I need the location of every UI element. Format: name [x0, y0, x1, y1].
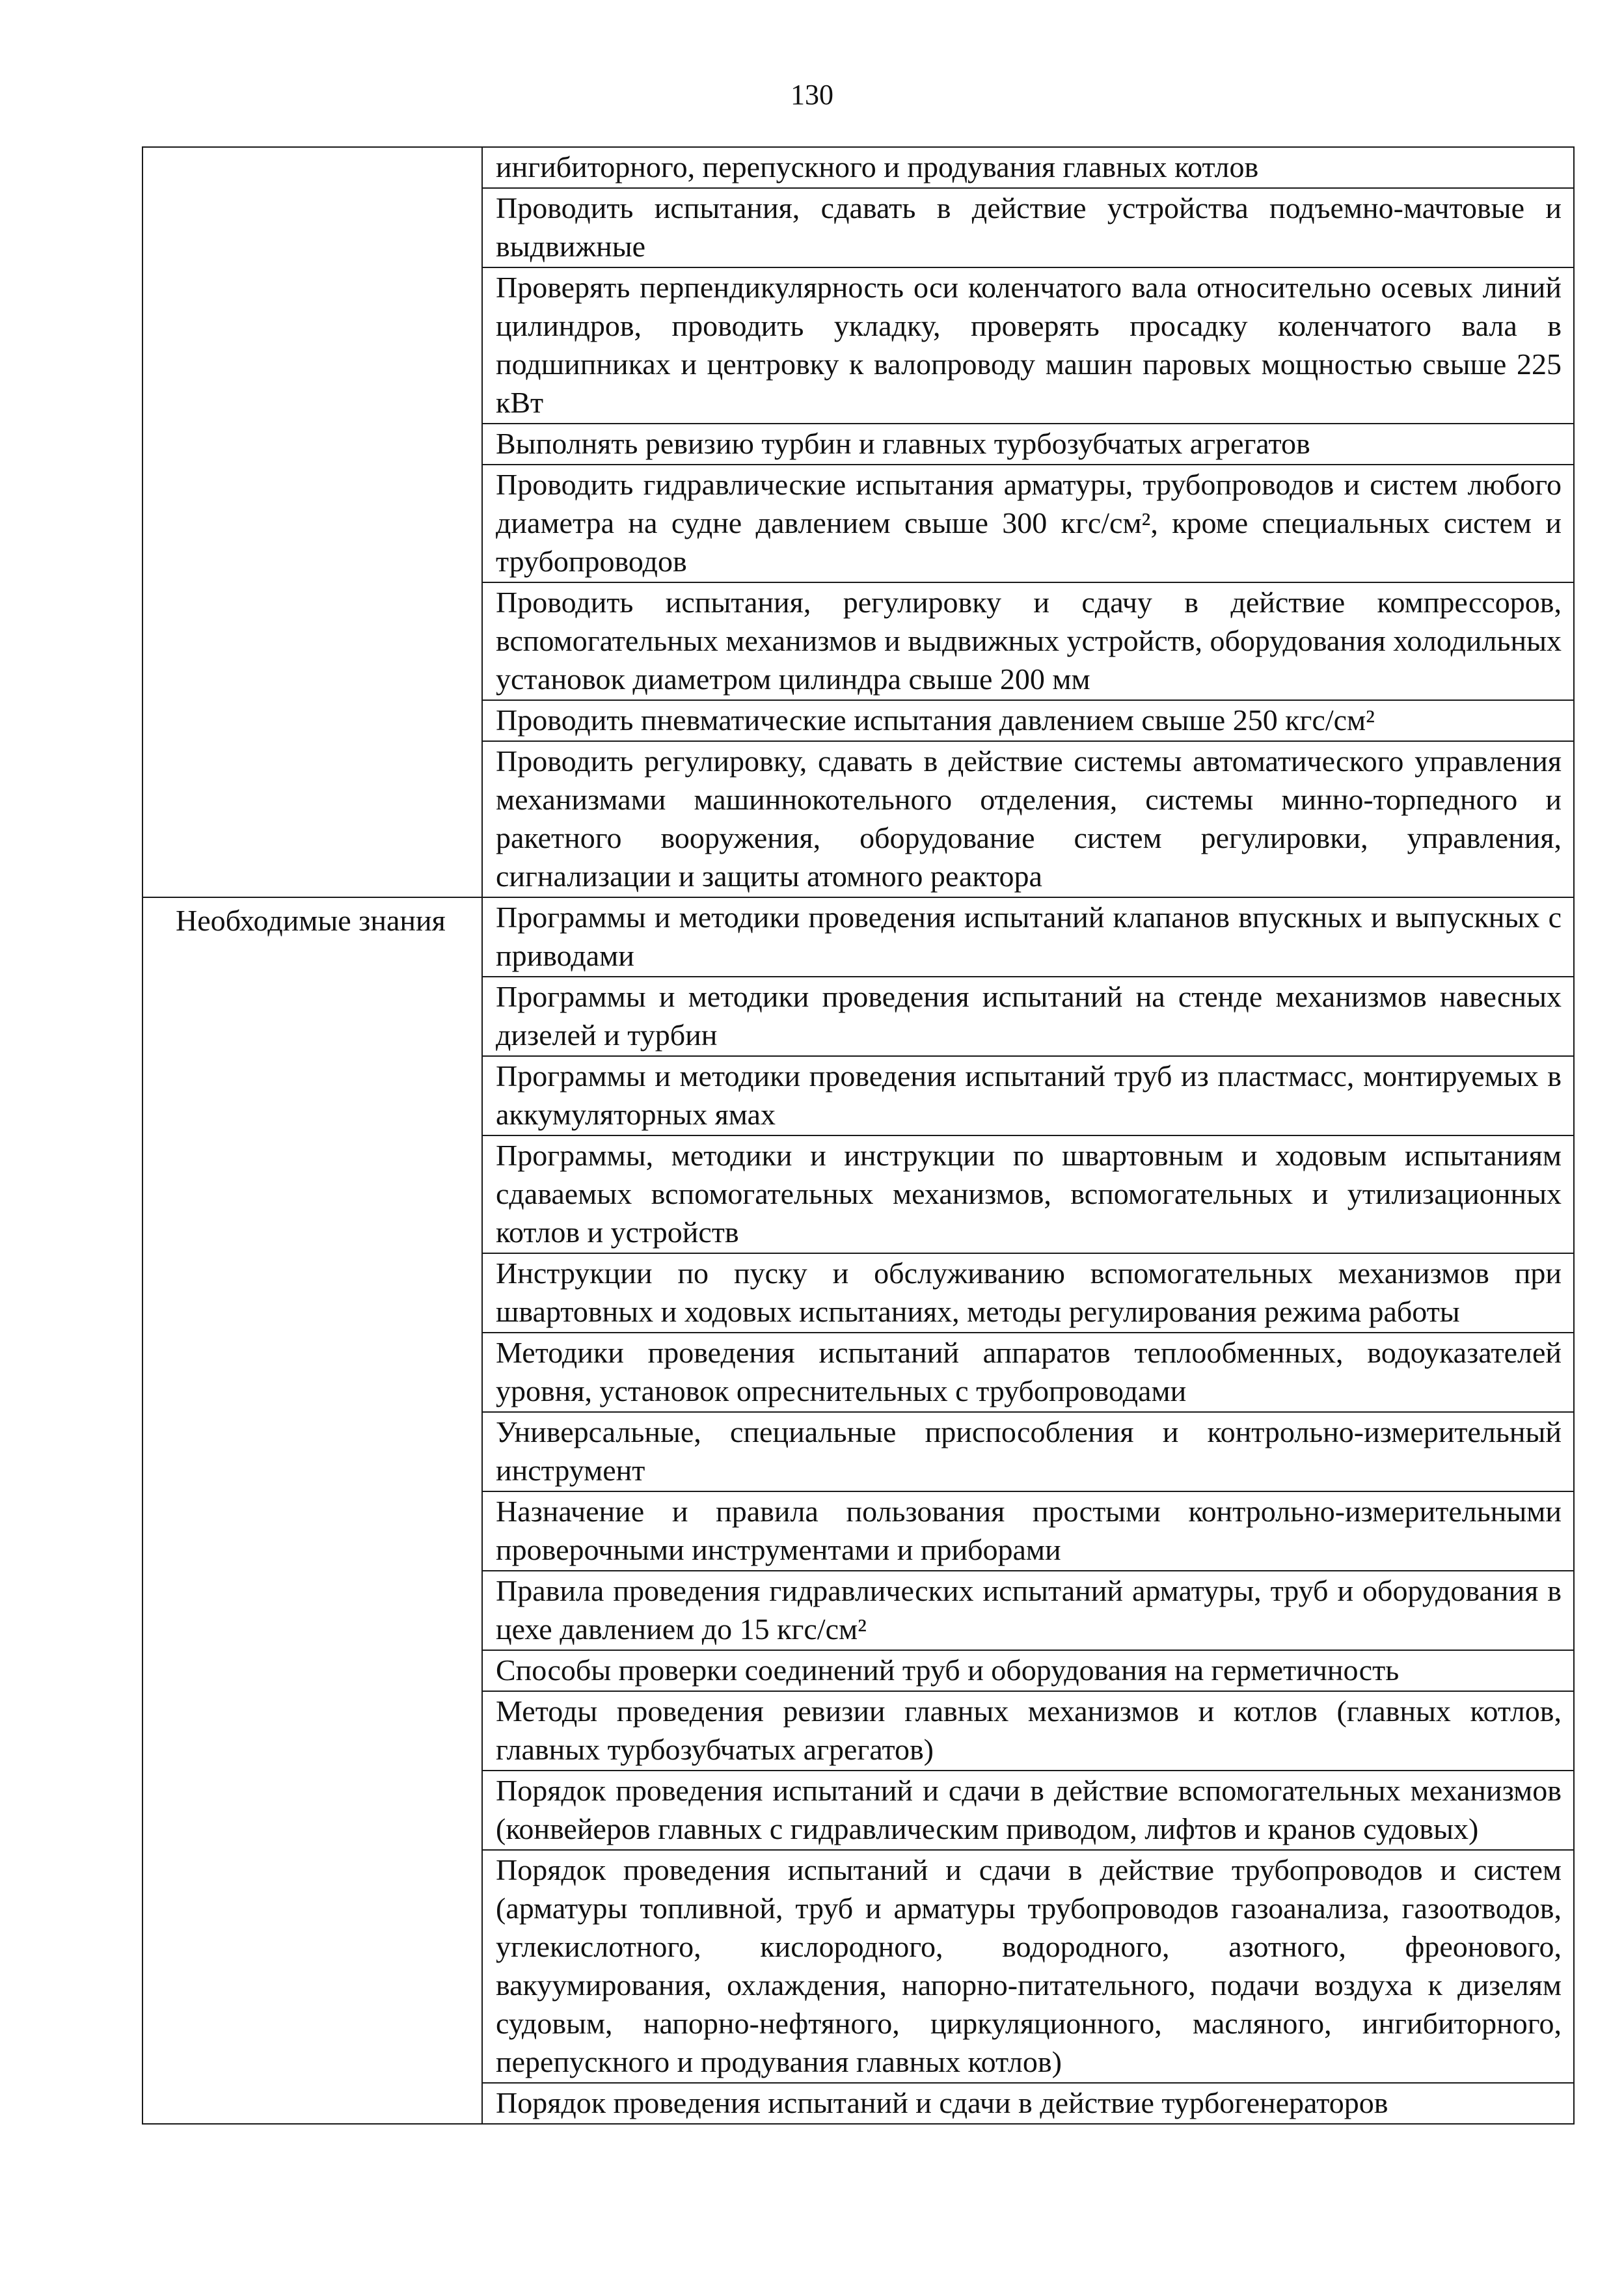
- section-label-knowledge: Необходимые знания: [142, 897, 482, 2124]
- knowledge-item: Методики проведения испытаний аппаратов теплообменных, водоуказателей уровня, установок опреснительных с трубопроводами: [482, 1333, 1574, 1412]
- knowledge-item: Назначение и правила пользования простыми контрольно-измерительными проверочными инструментами и приборами: [482, 1491, 1574, 1571]
- knowledge-item: Программы, методики и инструкции по швартовным и ходовым испытаниям сдаваемых вспомогательных механизмов, вспомогательных и утилизационных котлов и устройств: [482, 1135, 1574, 1253]
- skill-item: ингибиторного, перепускного и продувания главных котлов: [482, 147, 1574, 188]
- skill-item: Выполнять ревизию турбин и главных турбозубчатых агрегатов: [482, 424, 1574, 465]
- skill-item: Проверять перпендикулярность оси коленчатого вала относительно осевых линий цилиндров, проводить укладку, проверять просадку коленчатого вала в подшипниках и центровку к валопроводу машин паровых мощностью свыше 225 кВт: [482, 267, 1574, 424]
- knowledge-item: Инструкции по пуску и обслуживанию вспомогательных механизмов при швартовных и ходовых испытаниях, методы регулирования режима работы: [482, 1253, 1574, 1333]
- knowledge-item: Порядок проведения испытаний и сдачи в действие вспомогательных механизмов (конвейеров главных с гидравлическим приводом, лифтов и кранов судовых): [482, 1771, 1574, 1850]
- table-row: [142, 147, 1574, 188]
- knowledge-item: Программы и методики проведения испытаний клапанов впускных и выпускных с приводами: [482, 897, 1574, 977]
- table-row: [142, 897, 1574, 977]
- knowledge-item: Методы проведения ревизии главных механизмов и котлов (главных котлов, главных турбозубчатых агрегатов): [482, 1691, 1574, 1771]
- knowledge-item: Правила проведения гидравлических испытаний арматуры, труб и оборудования в цехе давлением до 15 кгс/см²: [482, 1571, 1574, 1650]
- page-number: 130: [791, 79, 833, 111]
- knowledge-item: Порядок проведения испытаний и сдачи в действие турбогенераторов: [482, 2083, 1574, 2124]
- skill-item: Проводить гидравлические испытания арматуры, трубопроводов и систем любого диаметра на судне давлением свыше 300 кгс/см², кроме специальных систем и трубопроводов: [482, 465, 1574, 582]
- skill-item: Проводить пневматические испытания давлением свыше 250 кгс/см²: [482, 700, 1574, 741]
- skill-item: Проводить испытания, сдавать в действие устройства подъемно-мачтовые и выдвижные: [482, 188, 1574, 267]
- knowledge-item: Универсальные, специальные приспособления и контрольно-измерительный инструмент: [482, 1412, 1574, 1491]
- skill-item: Проводить регулировку, сдавать в действие системы автоматического управления механизмами машиннокотельного отделения, системы минно-торпедного и ракетного вооружения, оборудование систем регулировки, управления, сигнализации и защиты атомного реактора: [482, 741, 1574, 897]
- skill-item: Проводить испытания, регулировку и сдачу в действие компрессоров, вспомогательных механизмов и выдвижных устройств, оборудования холодильных установок диаметром цилиндра свыше 200 мм: [482, 582, 1574, 700]
- knowledge-item: Программы и методики проведения испытаний на стенде механизмов навесных дизелей и турбин: [482, 977, 1574, 1056]
- competency-table: [142, 146, 1575, 2125]
- knowledge-item: Способы проверки соединений труб и оборудования на герметичность: [482, 1650, 1574, 1691]
- section-label-skills: [142, 147, 482, 897]
- knowledge-item: Порядок проведения испытаний и сдачи в действие трубопроводов и систем (арматуры топливной, труб и арматуры трубопроводов газоанализа, газоотводов, углекислотного, кислородного, водородного, азотного, фреонового, вакуумирования, охлаждения, напорно-питательного, подачи воздуха к дизелям судовым, напорно-нефтяного, циркуляционного, масляного, ингибиторного, перепускного и продувания главных котлов): [482, 1850, 1574, 2083]
- knowledge-item: Программы и методики проведения испытаний труб из пластмасс, монтируемых в аккумуляторных ямах: [482, 1056, 1574, 1135]
